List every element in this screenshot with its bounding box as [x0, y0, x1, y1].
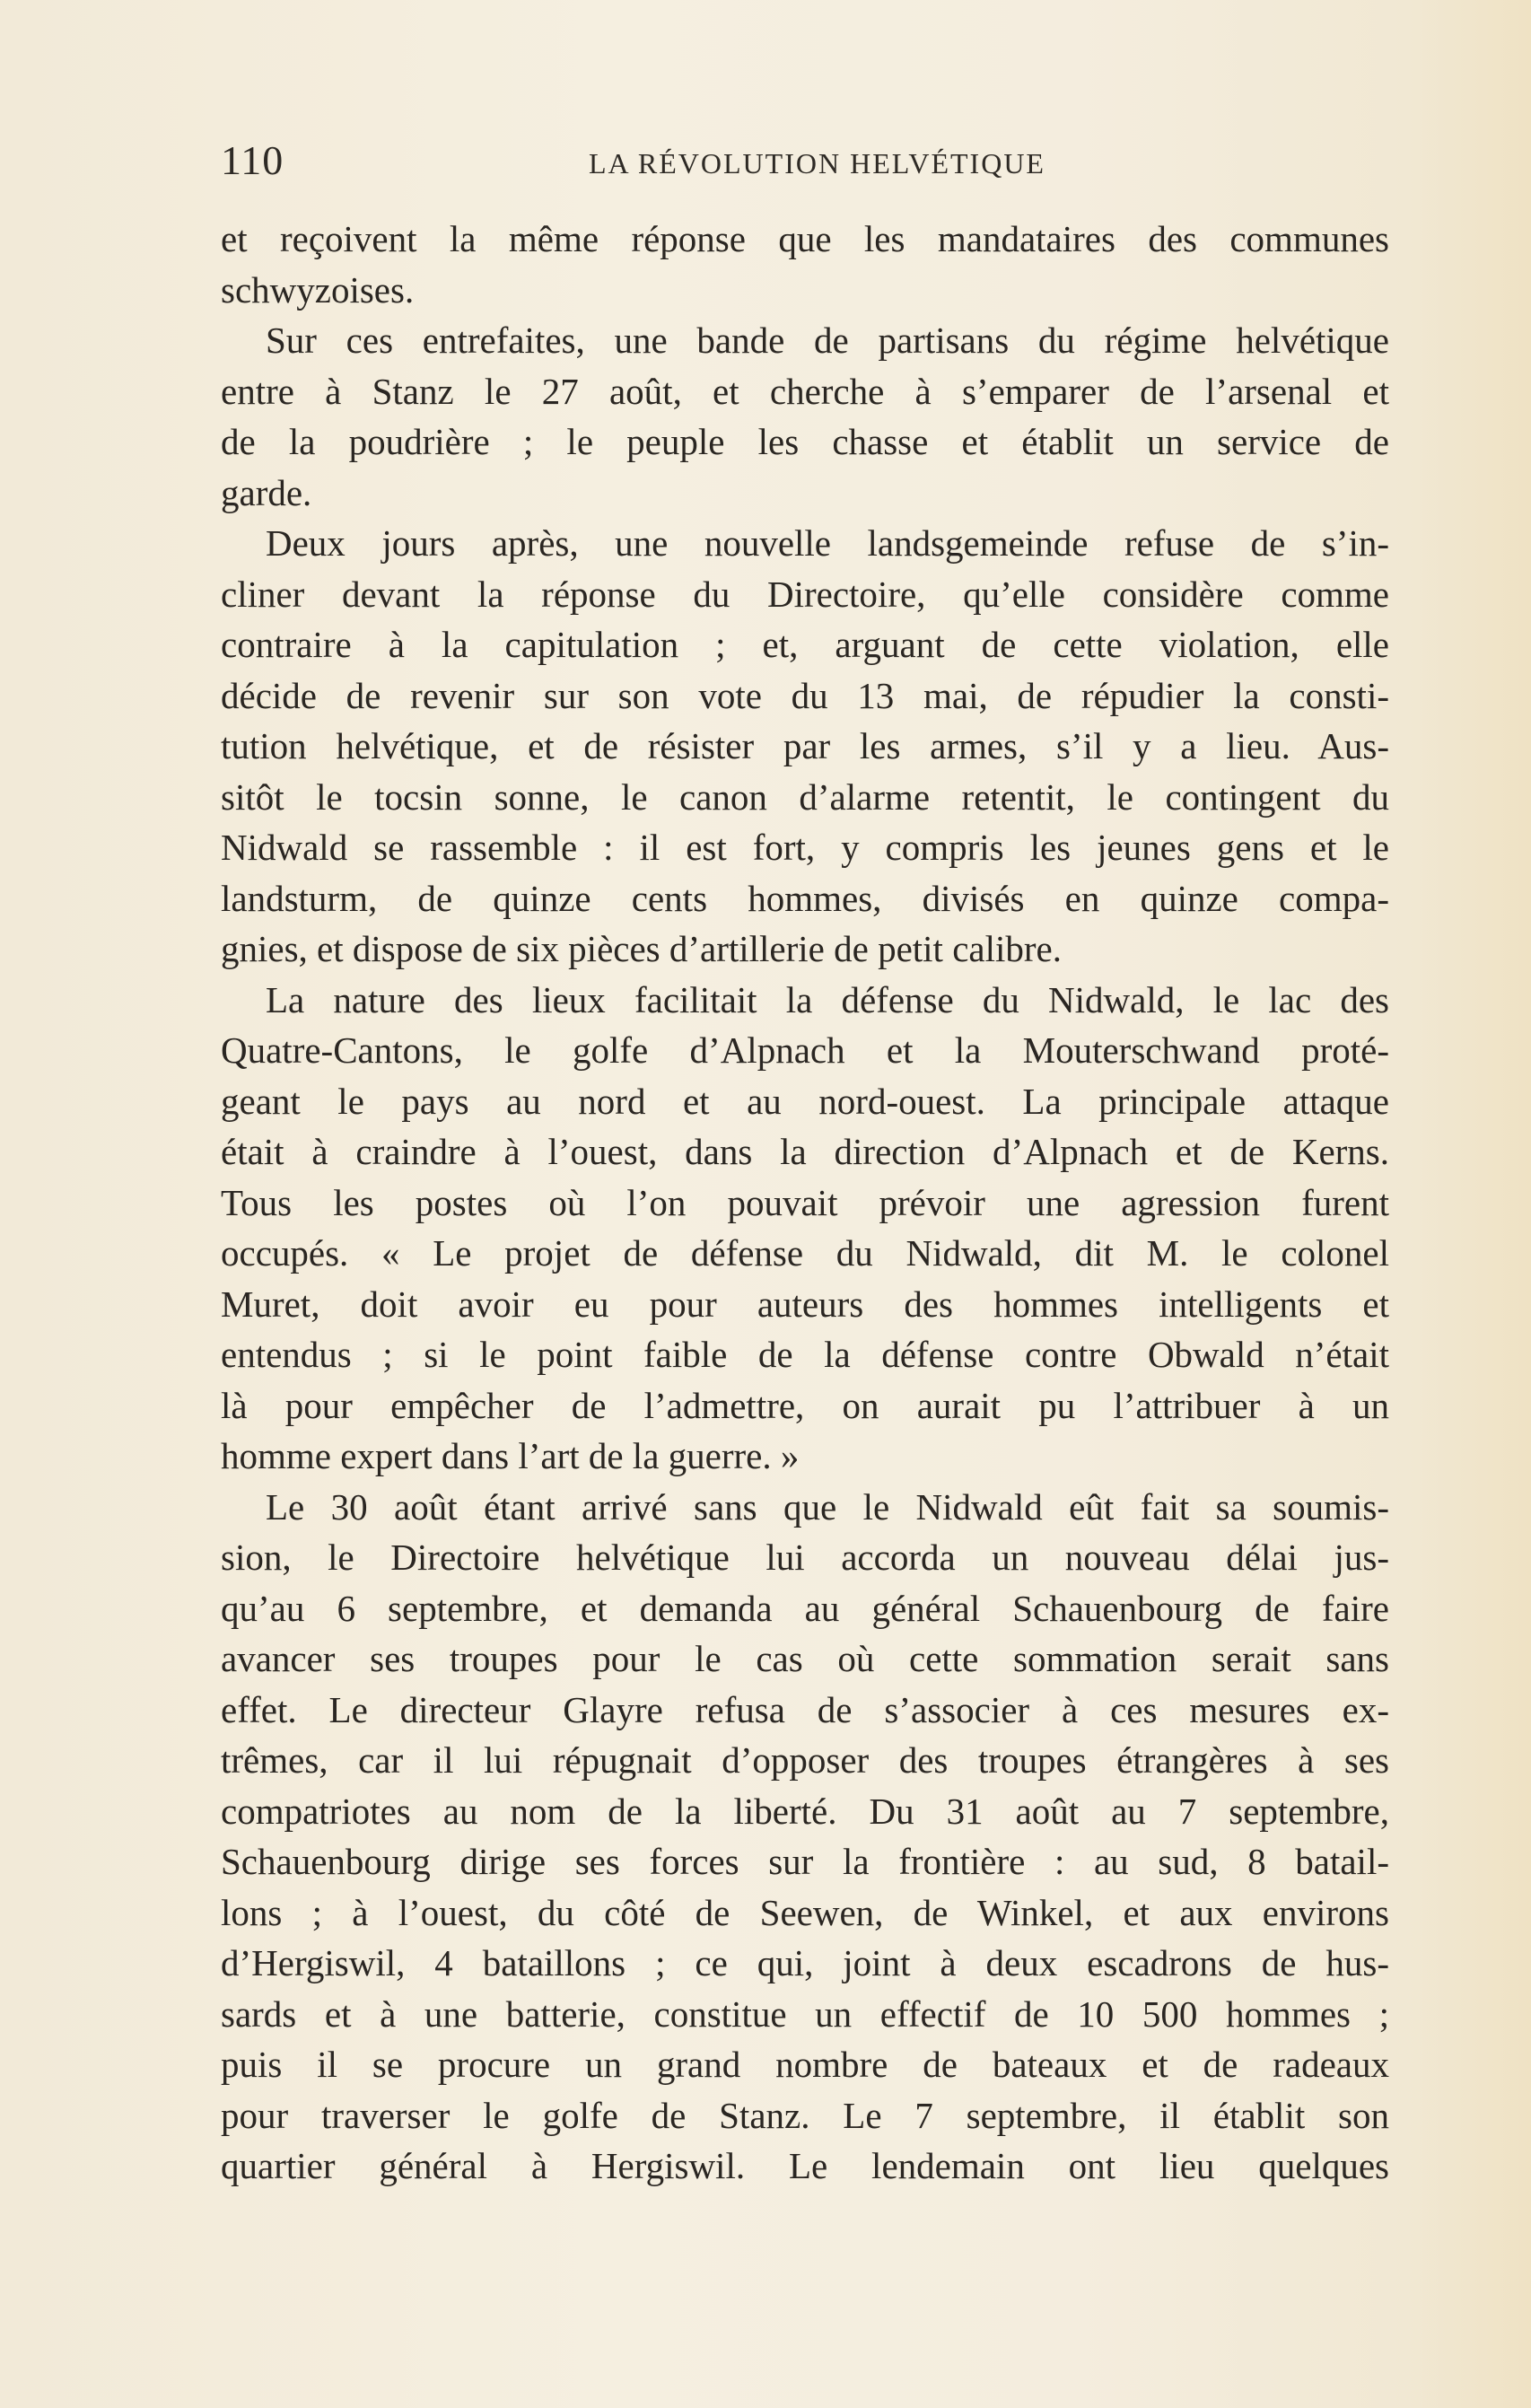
- body-text: [221, 214, 1389, 2192]
- page-number: 110: [221, 137, 284, 183]
- text-line: Nidwald se rassemble : il est fort, y compris les jeunes gens et le: [221, 827, 1389, 868]
- text-line: décide de revenir sur son vote du 13 mai, de répudier la consti-: [221, 674, 1389, 716]
- text-line: entre à Stanz le 27 août, et cherche à s’emparer de l’arsenal et: [221, 370, 1389, 412]
- page-header: [221, 136, 1387, 190]
- text-line: d’Hergiswil, 4 bataillons ; ce qui, joint à deux escadrons de hus-: [221, 1942, 1389, 1983]
- text-line: avancer ses troupes pour le cas où cette sommation serait sans: [221, 1638, 1389, 1679]
- text-line: Tous les postes où l’on pouvait prévoir une agression furent: [221, 1181, 1389, 1223]
- text-line: schwyzoises.: [221, 268, 415, 311]
- text-line: Sur ces entrefaites, une bande de partisans du régime helvétique: [266, 320, 1389, 361]
- text-line: là pour empêcher de l’admettre, on aurait pu l’attribuer à un: [221, 1384, 1389, 1426]
- text-line: compatriotes au nom de la liberté. Du 31 août au 7 septembre,: [221, 1790, 1389, 1832]
- text-line: pour traverser le golfe de Stanz. Le 7 septembre, il établit son: [221, 2094, 1389, 2136]
- text-line: était à craindre à l’ouest, dans la direction d’Alpnach et de Kerns.: [221, 1131, 1389, 1172]
- text-line: geant le pays au nord et au nord-ouest. La principale attaque: [221, 1080, 1389, 1122]
- text-line: effet. Le directeur Glayre refusa de s’associer à ces mesures ex-: [221, 1688, 1389, 1730]
- text-line: de la poudrière ; le peuple les chasse et établit un service de: [221, 421, 1389, 462]
- text-line: quartier général à Hergiswil. Le lendemain ont lieu quelques: [221, 2145, 1389, 2186]
- text-line: landsturm, de quinze cents hommes, divisés en quinze compa-: [221, 877, 1389, 919]
- text-line: entendus ; si le point faible de la défense contre Obwald n’était: [221, 1334, 1389, 1375]
- text-line: Deux jours après, une nouvelle landsgemeinde refuse de s’in-: [266, 522, 1389, 564]
- text-line: Quatre-Cantons, le golfe d’Alpnach et la Mouterschwand proté-: [221, 1029, 1389, 1071]
- text-line: garde.: [221, 471, 312, 513]
- text-line: lons ; à l’ouest, du côté de Seewen, de Winkel, et aux environs: [221, 1891, 1389, 1933]
- text-line: sards et à une batterie, constitue un effectif de 10 500 hommes ;: [221, 1992, 1389, 2035]
- running-head: LA RÉVOLUTION HELVÉTIQUE: [589, 147, 1045, 180]
- text-line: occupés. « Le projet de défense du Nidwald, dit M. le colonel: [221, 1232, 1389, 1274]
- text-line: Le 30 août étant arrivé sans que le Nidwald eût fait sa soumis-: [266, 1485, 1389, 1528]
- text-line: Schauenbourg dirige ses forces sur la frontière : au sud, 8 batail-: [221, 1841, 1389, 1882]
- text-line: trêmes, car il lui répugnait d’opposer des troupes étrangères à ses: [221, 1739, 1389, 1781]
- text-line: sitôt le tocsin sonne, le canon d’alarme retentit, le contingent du: [221, 775, 1389, 818]
- text-line: homme expert dans l’art de la guerre. »: [221, 1435, 800, 1476]
- text-line: contraire à la capitulation ; et, arguant de cette violation, elle: [221, 624, 1389, 665]
- text-line: La nature des lieux facilitait la défense du Nidwald, le lac des: [266, 978, 1389, 1020]
- text-line: puis il se procure un grand nombre de bateaux et de radeaux: [221, 2044, 1389, 2085]
- text-line: et reçoivent la même réponse que les mandataires des communes: [221, 218, 1389, 259]
- text-line: sion, le Directoire helvétique lui accorda un nouveau délai jus-: [221, 1537, 1389, 1578]
- text-line: Muret, doit avoir eu pour auteurs des hommes intelligents et: [221, 1283, 1389, 1325]
- text-line: cliner devant la réponse du Directoire, qu’elle considère comme: [221, 573, 1389, 615]
- text-line: tution helvétique, et de résister par les armes, s’il y a lieu. Aus-: [221, 725, 1389, 766]
- text-line: qu’au 6 septembre, et demanda au général Schauenbourg de faire: [221, 1587, 1389, 1629]
- text-line: gnies, et dispose de six pièces d’artillerie de petit calibre.: [221, 928, 1062, 969]
